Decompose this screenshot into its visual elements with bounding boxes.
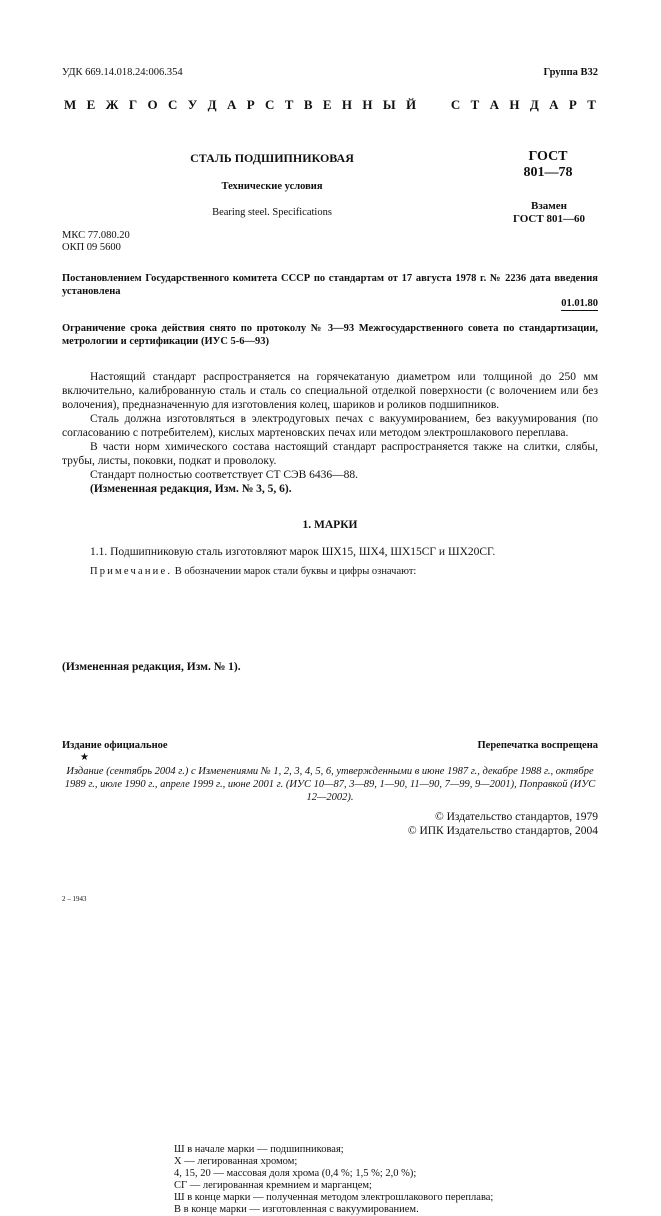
intro-paragraph: В части норм химического состава настоящий стандарт распространяется также на слитки, слябы, трубы, листы, поковки, подкат и проволоку. [62,441,598,467]
mks-code: МКС 77.080.20 [62,230,130,241]
edition-history: Издание (сентябрь 2004 г.) с Изменениями № 1, 2, 3, 4, 5, 6, утвержденными в июне 1987 г., декабре 1988 г., октябре 1989 г., июле 1990 г., апреле 1999 г., июне 2001 г. (ИУС 10—87, 3—89, 1—90, 11—90, 7—99, 9—2001), Поправкой (ИУС 12—2002). [64,766,596,803]
note-label: Примечание. [90,566,173,577]
decree-text: Постановлением Государственного комитета СССР по стандартам от 17 августа 1978 г. № 2236 дата введения установлена [62,273,598,297]
document-subtitle: Технические условия [221,181,323,192]
banner-letter: Й [405,97,417,112]
reprint-notice: Перепечатка воспрещена [477,740,598,751]
print-number: 2 – 1943 [62,895,87,903]
banner-letter: Е [322,97,332,112]
okp-code: ОКП 09 5600 [62,242,121,253]
note-lines [174,1144,493,1216]
intro-edit-note: (Измененная редакция, Изм. № 3, 5, 6). [90,483,292,495]
replaces-block [497,200,601,226]
banner-gap [426,97,440,113]
gost-number: 801—78 [523,165,573,180]
note-line: СГ — легированная кремнием и марганцем; [174,1180,372,1191]
banner-letter: С [265,97,275,112]
copyright-line: © Издательство стандартов, 1979 [434,811,598,823]
copyright-block [408,810,598,838]
note-line: Х — легированная хромом; [174,1156,298,1167]
clause-1-1: 1.1. Подшипниковую сталь изготовляют марок ШХ15, ШХ4, ШХ15СГ и ШХ20СГ. [90,546,496,558]
banner-letter: О [147,97,158,112]
replaces-number: ГОСТ 801—60 [513,213,585,225]
banner-letter: Р [246,97,255,112]
banner-letter: Т [587,97,596,112]
note-intro: В обозначении марок стали буквы и цифры означают: [174,566,417,577]
effective-date: 01.01.80 [561,298,598,309]
classification-codes [62,230,130,254]
banner-letter: Г [128,97,138,112]
note-line: Ш в начале марки — подшипниковая; [174,1144,344,1155]
banner-letter: А [549,97,559,112]
intro-paragraph: Стандарт полностью соответствует СТ СЭВ 6436—88. [90,469,359,481]
banner-letter: Н [362,97,373,112]
banner-letter: Н [509,97,520,112]
banner-letter: Т [284,97,294,112]
star-icon: ★ [80,752,89,763]
banner-letter: Т [470,97,480,112]
section-edit-note: (Измененная редакция, Изм. № 1). [62,661,241,673]
intro-paragraph: Сталь должна изготовляться в электродуговых печах с вакуумированием, без вакуумирования (по согласованию с потребителем), кислых мартеновских печах или методом электрошлакового переплава. [62,413,598,439]
banner-letter: Д [207,97,217,112]
gost-designation [500,149,596,181]
standard-banner [64,97,596,113]
intro-text [62,370,598,496]
official-edition: Издание официальное [62,740,168,751]
banner-letter: С [168,97,178,112]
limitation-text: Ограничение срока действия снято по протоколу № 3—93 Межгосударственного совета по стандартизации, метрологии и сертификации (ИУС 5-6—93) [62,323,598,347]
intro-paragraph: Настоящий стандарт распространяется на горячекатаную диаметром или толщиной до 250 мм включительно, калиброванную сталь и сталь со специальной отделкой поверхности (с волочением или без волочения), предназначенную для изготовления колец, шариков и роликов подшипников. [62,371,598,411]
banner-letter: Н [341,97,353,112]
banner-letter: Р [568,97,577,112]
english-title: Bearing steel. Specifications [212,207,332,218]
udk-code: УДК 669.14.018.24:006.354 [62,67,183,78]
banner-letter: С [450,97,461,112]
document-title: СТАЛЬ ПОДШИПНИКОВАЯ [190,151,354,165]
gost-label: ГОСТ [528,149,568,164]
banner-letter: Ы [382,97,396,112]
banner-letter: Д [529,97,539,112]
banner-letter: А [226,97,237,112]
banner-letter: М [64,97,77,112]
note-line: Ш в конце марки — полученная методом электрошлакового переплава; [174,1192,494,1203]
note-line: В в конце марки — изготовленная с вакуумированием. [174,1204,419,1215]
banner-letter: У [187,97,198,112]
section-heading: 1. МАРКИ [302,519,358,531]
banner-letter: Ж [105,97,119,112]
replaces-label: Взамен [531,200,567,212]
banner-letter: В [303,97,313,112]
banner-letter: А [489,97,499,112]
copyright-line: © ИПК Издательство стандартов, 2004 [407,825,598,837]
banner-letter: Е [86,97,96,112]
note-line: 4, 15, 20 — массовая доля хрома (0,4 %; 1,5 %; 2,0 %); [174,1168,417,1179]
group-code: Группа В32 [543,67,598,78]
